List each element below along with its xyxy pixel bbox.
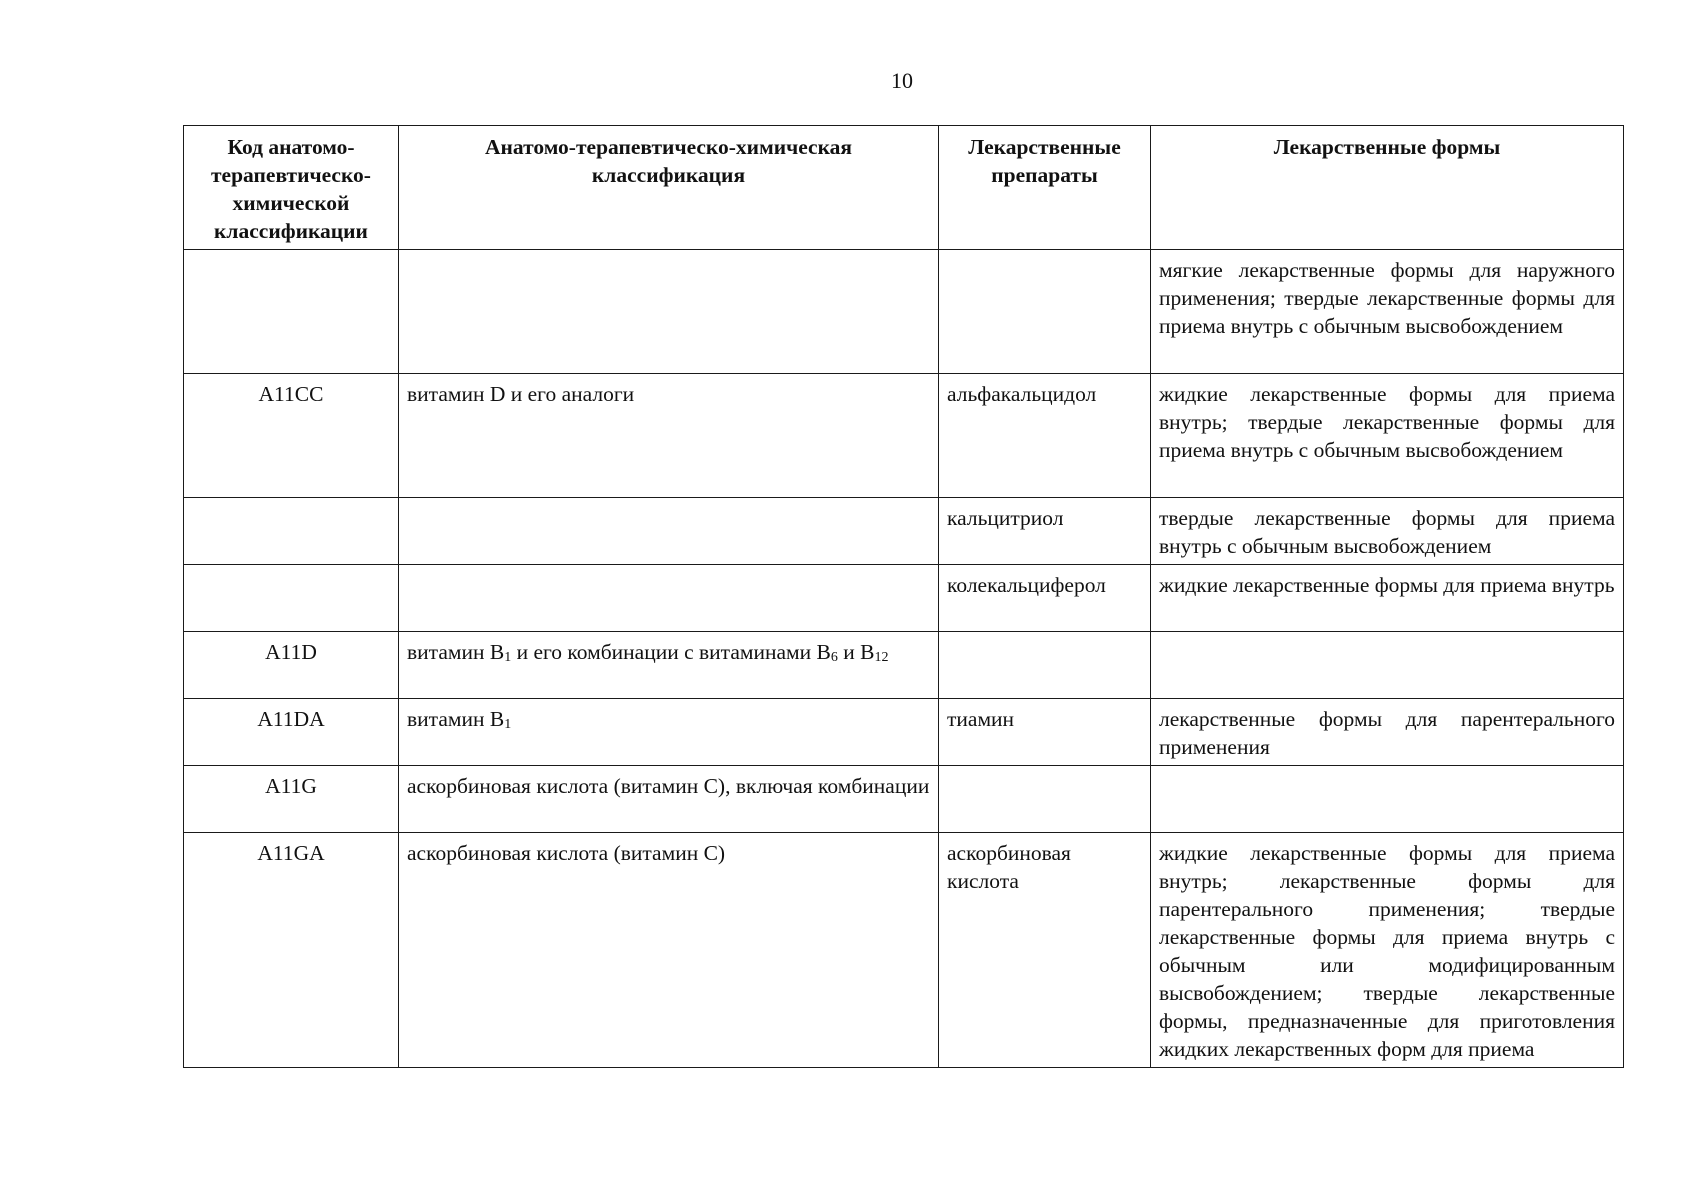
- cell-forms: [1151, 766, 1624, 833]
- cell-forms: жидкие лекарственные формы для приема внутрь: [1151, 565, 1624, 632]
- table-row: [184, 250, 1624, 374]
- cell-classification: [399, 565, 939, 632]
- cell-drug: колекальциферол: [939, 565, 1151, 632]
- cell-forms: мягкие лекарственные формы для наружного применения; твердые лекарственные формы для приема внутрь с обычным высвобождением: [1151, 250, 1624, 374]
- cell-forms: твердые лекарственные формы для приема внутрь с обычным высвобождением: [1151, 498, 1624, 565]
- header-drugs: Лекарственные препараты: [939, 126, 1151, 250]
- cell-forms: жидкие лекарственные формы для приема внутрь; твердые лекарственные формы для приема внутрь с обычным высвобождением: [1151, 374, 1624, 498]
- cell-forms: [1151, 632, 1624, 699]
- table-row: [184, 766, 1624, 833]
- cell-classification: [399, 498, 939, 565]
- cell-classification: [399, 699, 939, 766]
- cell-drug: [939, 632, 1151, 699]
- cell-drug: аскорбиновая кислота: [939, 833, 1151, 1068]
- header-dosage-forms: Лекарственные формы: [1151, 126, 1624, 250]
- header-atc-classification: Анатомо-терапевтическо-химическая классификация: [399, 126, 939, 250]
- table-row: [184, 498, 1624, 565]
- cell-code: A11D: [184, 632, 399, 699]
- subscript: 12: [874, 650, 889, 665]
- subscript: 1: [504, 650, 512, 665]
- cell-code: A11CC: [184, 374, 399, 498]
- cell-classification: аскорбиновая кислота (витамин C): [399, 833, 939, 1068]
- table-row: [184, 374, 1624, 498]
- cell-code: [184, 498, 399, 565]
- cell-drug: тиамин: [939, 699, 1151, 766]
- classification-text: и B: [837, 640, 875, 664]
- page-number: 10: [891, 68, 913, 93]
- cell-classification: [399, 632, 939, 699]
- subscript: 6: [830, 650, 838, 665]
- cell-drug: [939, 766, 1151, 833]
- cell-classification: аскорбиновая кислота (витамин C), включая комбинации: [399, 766, 939, 833]
- classification-text: витамин B: [407, 640, 505, 664]
- cell-code: [184, 565, 399, 632]
- table-row: [184, 699, 1624, 766]
- subscript: 1: [504, 717, 512, 732]
- cell-code: A11G: [184, 766, 399, 833]
- header-atc-code: Код анатомо-терапевтическо-химической классификации: [184, 126, 399, 250]
- cell-drug: кальцитриол: [939, 498, 1151, 565]
- table-row: [184, 565, 1624, 632]
- classification-text: и его комбинации с витаминами B: [511, 640, 831, 664]
- atc-drug-table: [183, 125, 1624, 1068]
- cell-drug: [939, 250, 1151, 374]
- table-row: [184, 632, 1624, 699]
- cell-forms: жидкие лекарственные формы для приема внутрь; лекарственные формы для парентерального применения; твердые лекарственные формы для приема внутрь с обычным или модифицированным высвобождением; твердые лекарственные формы, предназначенные для приготовления жидких лекарственных форм для приема: [1151, 833, 1624, 1068]
- cell-forms: лекарственные формы для парентерального применения: [1151, 699, 1624, 766]
- table-header-row: [184, 126, 1624, 250]
- cell-classification: [399, 250, 939, 374]
- cell-code: [184, 250, 399, 374]
- cell-drug: альфакальцидол: [939, 374, 1151, 498]
- cell-code: A11DA: [184, 699, 399, 766]
- cell-classification: витамин D и его аналоги: [399, 374, 939, 498]
- cell-code: A11GA: [184, 833, 399, 1068]
- classification-text: витамин B: [407, 707, 505, 731]
- table-row: [184, 833, 1624, 1068]
